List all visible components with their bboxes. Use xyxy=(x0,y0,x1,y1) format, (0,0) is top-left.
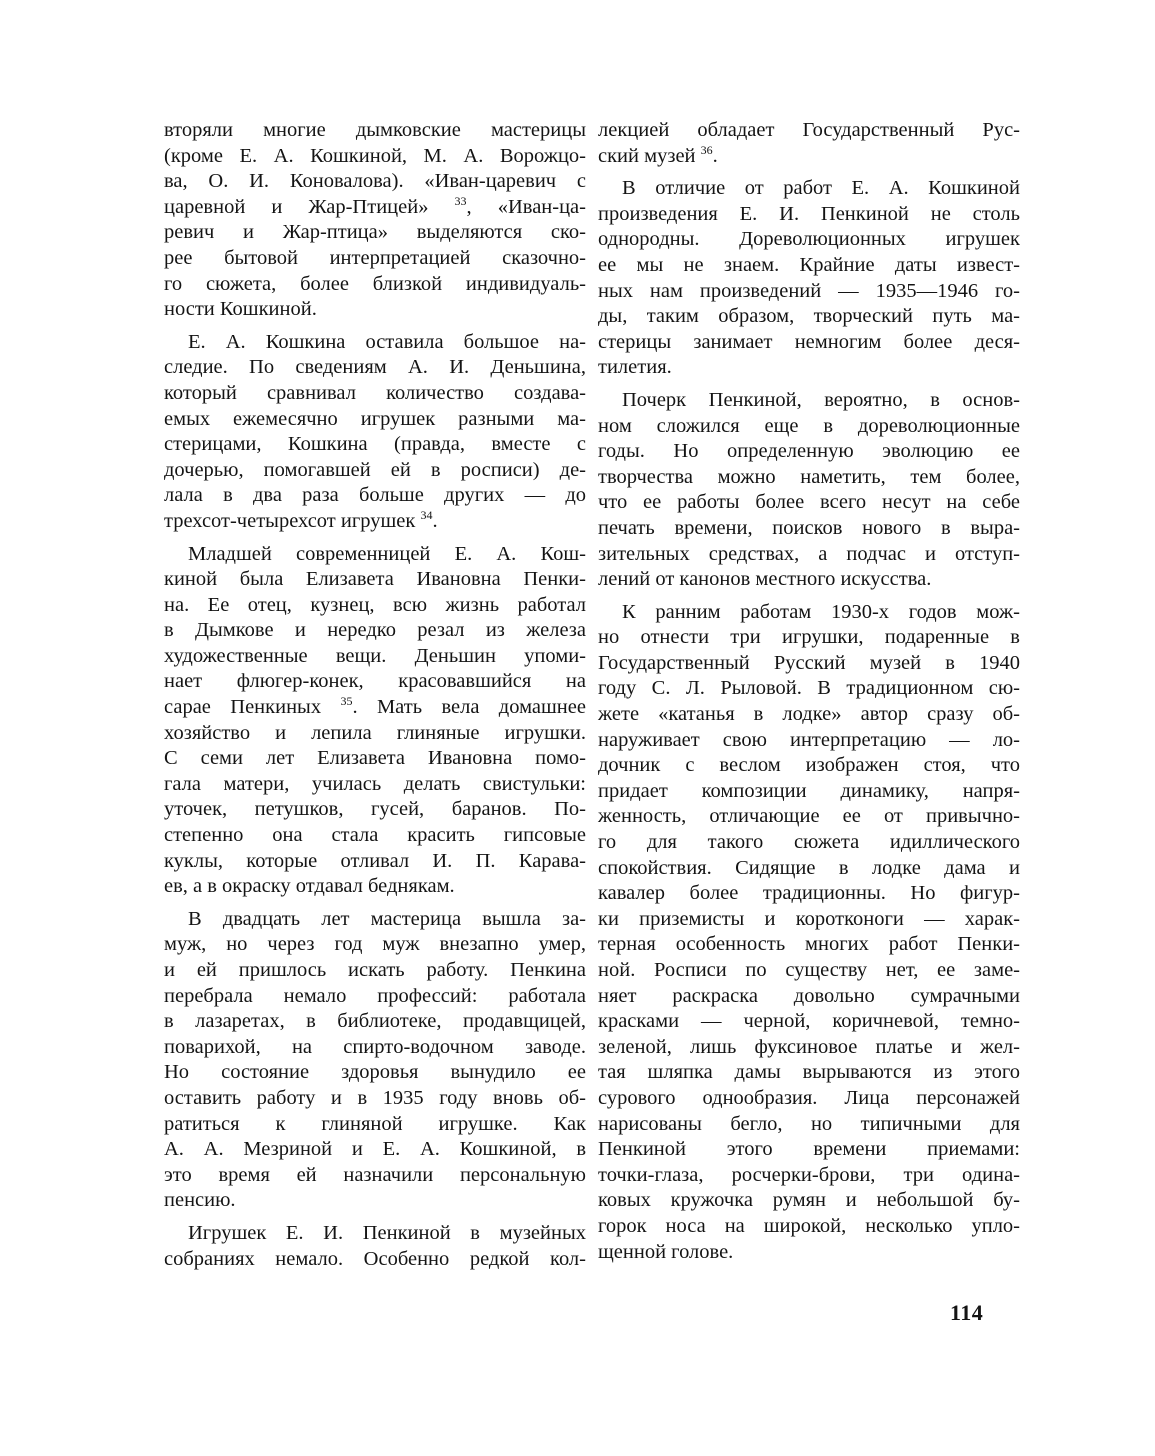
text-line: нарисованы бегло, но типичными для xyxy=(598,1112,1020,1135)
text-line: стерицы занимает немногим более деся- xyxy=(598,330,1020,353)
text-line: уточек, петушков, гусей, баранов. По- xyxy=(164,798,586,821)
text-line: нает флюгер-конек, красовавшийся на xyxy=(164,670,586,693)
text-line: емых ежемесячно игрушек разными ма- xyxy=(164,407,586,430)
right-text-column xyxy=(598,118,1020,1265)
text-line: в лазаретах, в библиотеке, продавщицей, xyxy=(164,1010,586,1033)
text-line: придает композиции динамику, напря- xyxy=(598,779,1020,802)
text-line: ности Кошкиной. xyxy=(164,298,317,321)
text-line: но отнести три игрушки, подаренные в xyxy=(598,626,1020,649)
text-line: перебрала немало профессий: работала xyxy=(164,984,586,1007)
text-line: гала матери, училась делать свистульки: xyxy=(164,772,586,795)
text-line: женность, отличающие ее от привычно- xyxy=(598,805,1020,828)
footnote-ref-36: 36 xyxy=(700,142,713,157)
text-line-with-footnote xyxy=(164,509,586,535)
text-line: муж, но через год муж внезапно умер, xyxy=(164,933,586,956)
footnote-ref-34: 34 xyxy=(420,507,433,522)
text-line: дочник с веслом изображен стоя, что xyxy=(598,754,1020,777)
text-line: в Дымкове и нередко резал из железа xyxy=(164,619,586,642)
text-line: тилетия. xyxy=(598,356,672,379)
text-line-with-footnote xyxy=(598,144,1020,170)
text-line: Е. А. Кошкина оставила большое на- xyxy=(188,330,586,353)
text-line: лений от канонов местного искусства. xyxy=(598,568,932,591)
footnote-ref-35: 35 xyxy=(340,694,353,709)
text-line: вторяли многие дымковские мастерицы xyxy=(164,119,586,141)
text-line: го для такого сюжета идиллического xyxy=(598,831,1020,854)
text-line: ва, О. И. Коновалова). «Иван-царевич с xyxy=(164,170,586,193)
text-line: Государственный Русский музей в 1940 xyxy=(598,651,1020,674)
text-line: стерицами, Кошкина (правда, вместе с xyxy=(164,433,586,456)
text-line: кавалер более традиционны. Но фигур- xyxy=(598,882,1020,905)
text-line: (кроме Е. А. Кошкиной, М. А. Ворожцо- xyxy=(164,144,586,167)
text-fragment: . xyxy=(432,509,438,532)
text-fragment: , «Иван-ца- xyxy=(466,195,586,218)
text-line: С семи лет Елизавета Ивановна помо- xyxy=(164,747,586,770)
text-line: Пенкиной этого времени приемами: xyxy=(598,1138,1020,1161)
text-line: спокойствия. Сидящие в лодке дама и xyxy=(598,856,1020,879)
text-line: Игрушек Е. И. Пенкиной в музейных xyxy=(188,1221,586,1244)
text-line: произведения Е. И. Пенкиной не столь xyxy=(598,202,1020,225)
text-line: В двадцать лет мастерица вышла за- xyxy=(188,907,586,930)
text-line: степенно она стала красить гипсовые xyxy=(164,824,586,847)
text-line: го сюжета, более близкой индивидуаль- xyxy=(164,272,586,295)
text-line: точки-глаза, росчерки-брови, три одина- xyxy=(598,1163,1020,1186)
text-line: В отличие от работ Е. А. Кошкиной xyxy=(622,177,1020,200)
page-number: 114 xyxy=(950,1300,984,1325)
text-line: няет раскраска довольно сумрачными xyxy=(598,984,1020,1007)
text-line: ных нам произведений — 1935—1946 го- xyxy=(598,279,1020,302)
text-line: Но состояние здоровья вынудило ее xyxy=(164,1061,586,1084)
text-line-with-footnote xyxy=(164,695,586,721)
text-line: и ей пришлось искать работу. Пенкина xyxy=(164,959,586,981)
text-line: лала в два раза больше других — до xyxy=(164,484,586,507)
text-line: горок носа на широкой, несколько упло- xyxy=(598,1214,1020,1237)
text-line: пенсию. xyxy=(164,1189,236,1212)
text-line: однородны. Дореволюционных игрушек xyxy=(598,228,1020,251)
text-line: наруживает свою интерпретацию — ло- xyxy=(598,728,1020,751)
text-fragment: . xyxy=(712,144,718,167)
text-line: который сравнивал количество создава- xyxy=(164,381,586,404)
text-line: зительных средствах, а подчас и отступ- xyxy=(598,542,1020,565)
text-line-with-footnote xyxy=(164,195,586,221)
text-line: поварихой, на спиртo-водочном заводе. xyxy=(164,1035,586,1058)
text-line: году С. Л. Рыловой. В традиционном сю- xyxy=(598,677,1020,700)
text-fragment: ский музей xyxy=(598,144,701,167)
text-line: ной. Росписи по существу нет, ее заме- xyxy=(598,959,1020,981)
text-line: собраниях немало. Особенно редкой кол- xyxy=(164,1247,586,1270)
text-line: ее мы не знаем. Крайние даты извест- xyxy=(598,253,1020,276)
text-line: дочерью, помогавшей ей в росписи) де- xyxy=(164,458,586,481)
text-line: Младшей современницей Е. А. Кош- xyxy=(188,542,586,565)
footnote-ref-33: 33 xyxy=(454,193,467,208)
text-line: куклы, которые отливал И. П. Карава- xyxy=(164,849,586,872)
text-line: сурового однообразия. Лица персонажей xyxy=(598,1086,1020,1109)
text-line: ном сложился еще в дореволюционные xyxy=(598,414,1020,437)
text-line: на. Ее отец, кузнец, всю жизнь работал xyxy=(164,593,586,616)
text-fragment: . Мать вела домашнее xyxy=(352,696,586,719)
text-line: киной была Елизавета Ивановна Пенки- xyxy=(164,568,586,591)
text-fragment: царевной и Жар-Птицей» xyxy=(164,195,455,218)
text-line: щенной голове. xyxy=(598,1240,734,1263)
text-line: зеленой, лишь фуксиновое платье и жел- xyxy=(598,1035,1020,1058)
text-line: жете «катанья в лодке» автор сразу об- xyxy=(598,703,1020,726)
text-line: хозяйство и лепила глиняные игрушки. xyxy=(164,721,586,744)
text-line: тая шляпка дамы вырываются из этого xyxy=(598,1061,1020,1084)
text-line: печать времени, поисков нового в выра- xyxy=(598,516,1020,539)
text-line: художественные вещи. Деньшин упоми- xyxy=(164,644,586,667)
text-line: оставить работу и в 1935 году вновь об- xyxy=(164,1086,586,1109)
text-line: Почерк Пенкиной, вероятно, в основ- xyxy=(622,388,1020,411)
text-line: творчества можно наметить, тем более, xyxy=(598,465,1020,488)
text-line: годы. Но определенную эволюцию ее xyxy=(598,440,1020,463)
text-fragment: сарае Пенкиных xyxy=(164,696,341,719)
text-line: ратиться к глиняной игрушке. Как xyxy=(164,1112,586,1135)
text-line: красками — черной, коричневой, темно- xyxy=(598,1010,1020,1033)
text-line: А. А. Мезриной и Е. А. Кошкиной, в xyxy=(164,1138,586,1161)
text-line: ев, а в окраску отдавал беднякам. xyxy=(164,875,455,898)
text-line: ды, таким образом, творческий путь ма- xyxy=(598,305,1020,328)
text-line: что ее работы более всего несут на себе xyxy=(598,491,1020,514)
left-text-column xyxy=(164,118,586,1272)
text-fragment: трехсот-четырехсот игрушек xyxy=(164,509,421,532)
text-line: ковых кружочка румян и небольшой бу- xyxy=(598,1189,1020,1212)
text-line: ки приземисты и коротконоги — харак- xyxy=(598,907,1020,930)
text-line: ревич и Жар-птица» выделяются ско- xyxy=(164,221,586,244)
text-line: лекцией обладает Государственный Рус- xyxy=(598,119,1020,141)
text-line: К ранним работам 1930-х годов мож- xyxy=(622,600,1020,623)
text-line: рее бытовой интерпретацией сказочно- xyxy=(164,246,586,269)
text-line: следие. По сведениям А. И. Деньшина, xyxy=(164,356,586,379)
text-line: терная особенность многих работ Пенки- xyxy=(598,933,1020,956)
text-line: это время ей назначили персональную xyxy=(164,1163,586,1186)
